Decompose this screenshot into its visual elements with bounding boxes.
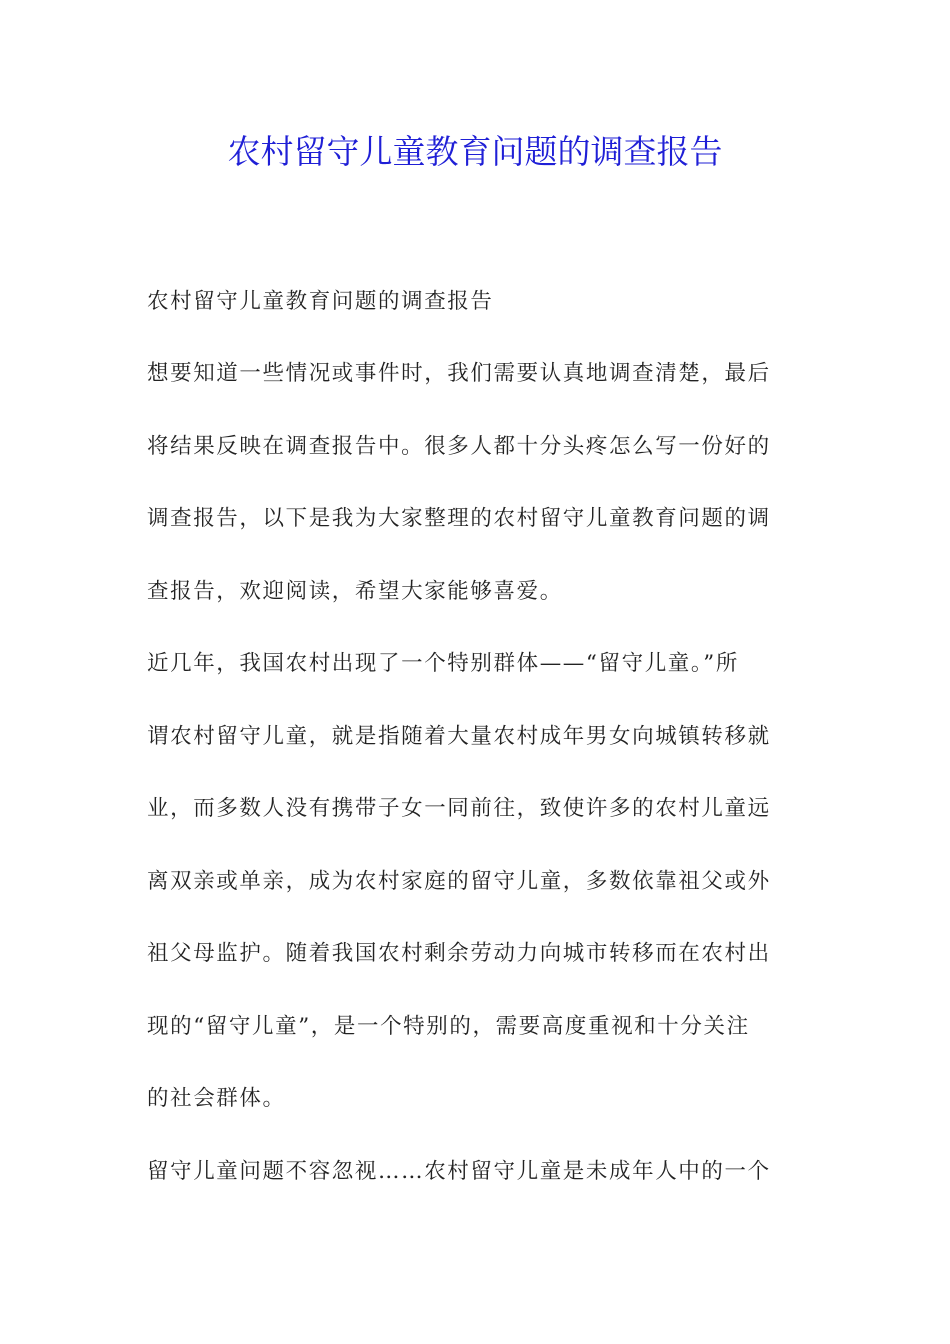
text-line: 现的“留守儿童”，是一个特别的，需要高度重视和十分关注 — [147, 1013, 750, 1039]
text-line: 农村留守儿童教育问题的调查报告 — [147, 289, 494, 314]
intro-paragraph — [147, 338, 807, 628]
text-line: 业，而多数人没有携带子女一同前往，致使许多的农村儿童远 — [147, 796, 771, 821]
text-line: 祖父母监护。随着我国农村剩余劳动力向城市转移而在农村出 — [147, 941, 771, 966]
text-line: 的社会群体。 — [147, 1086, 286, 1111]
text-line: 将结果反映在调查报告中。很多人都十分头疼怎么写一份好的 — [147, 433, 771, 459]
subtitle-paragraph — [147, 266, 807, 338]
document-title: 农村留守儿童教育问题的调查报告 — [227, 132, 723, 171]
text-line: 谓农村留守儿童，就是指随着大量农村成年男女向城镇转移就 — [147, 723, 771, 749]
text-line: 近几年，我国农村出现了一个特别群体——“留守儿童。”所 — [147, 651, 739, 676]
text-line: 留守儿童问题不容忽视……农村留守儿童是未成年人中的一个 — [147, 1158, 771, 1184]
document-body — [147, 266, 807, 1208]
definition-paragraph — [147, 628, 807, 1136]
text-line: 调查报告，以下是我为大家整理的农村留守儿童教育问题的调 — [147, 506, 771, 531]
text-line: 离双亲或单亲，成为农村家庭的留守儿童，多数依靠祖父或外 — [147, 868, 771, 894]
issue-paragraph — [147, 1136, 807, 1209]
text-line: 想要知道一些情况或事件时，我们需要认真地调查清楚，最后 — [147, 361, 771, 386]
text-line: 查报告，欢迎阅读，希望大家能够喜爱。 — [147, 578, 563, 604]
